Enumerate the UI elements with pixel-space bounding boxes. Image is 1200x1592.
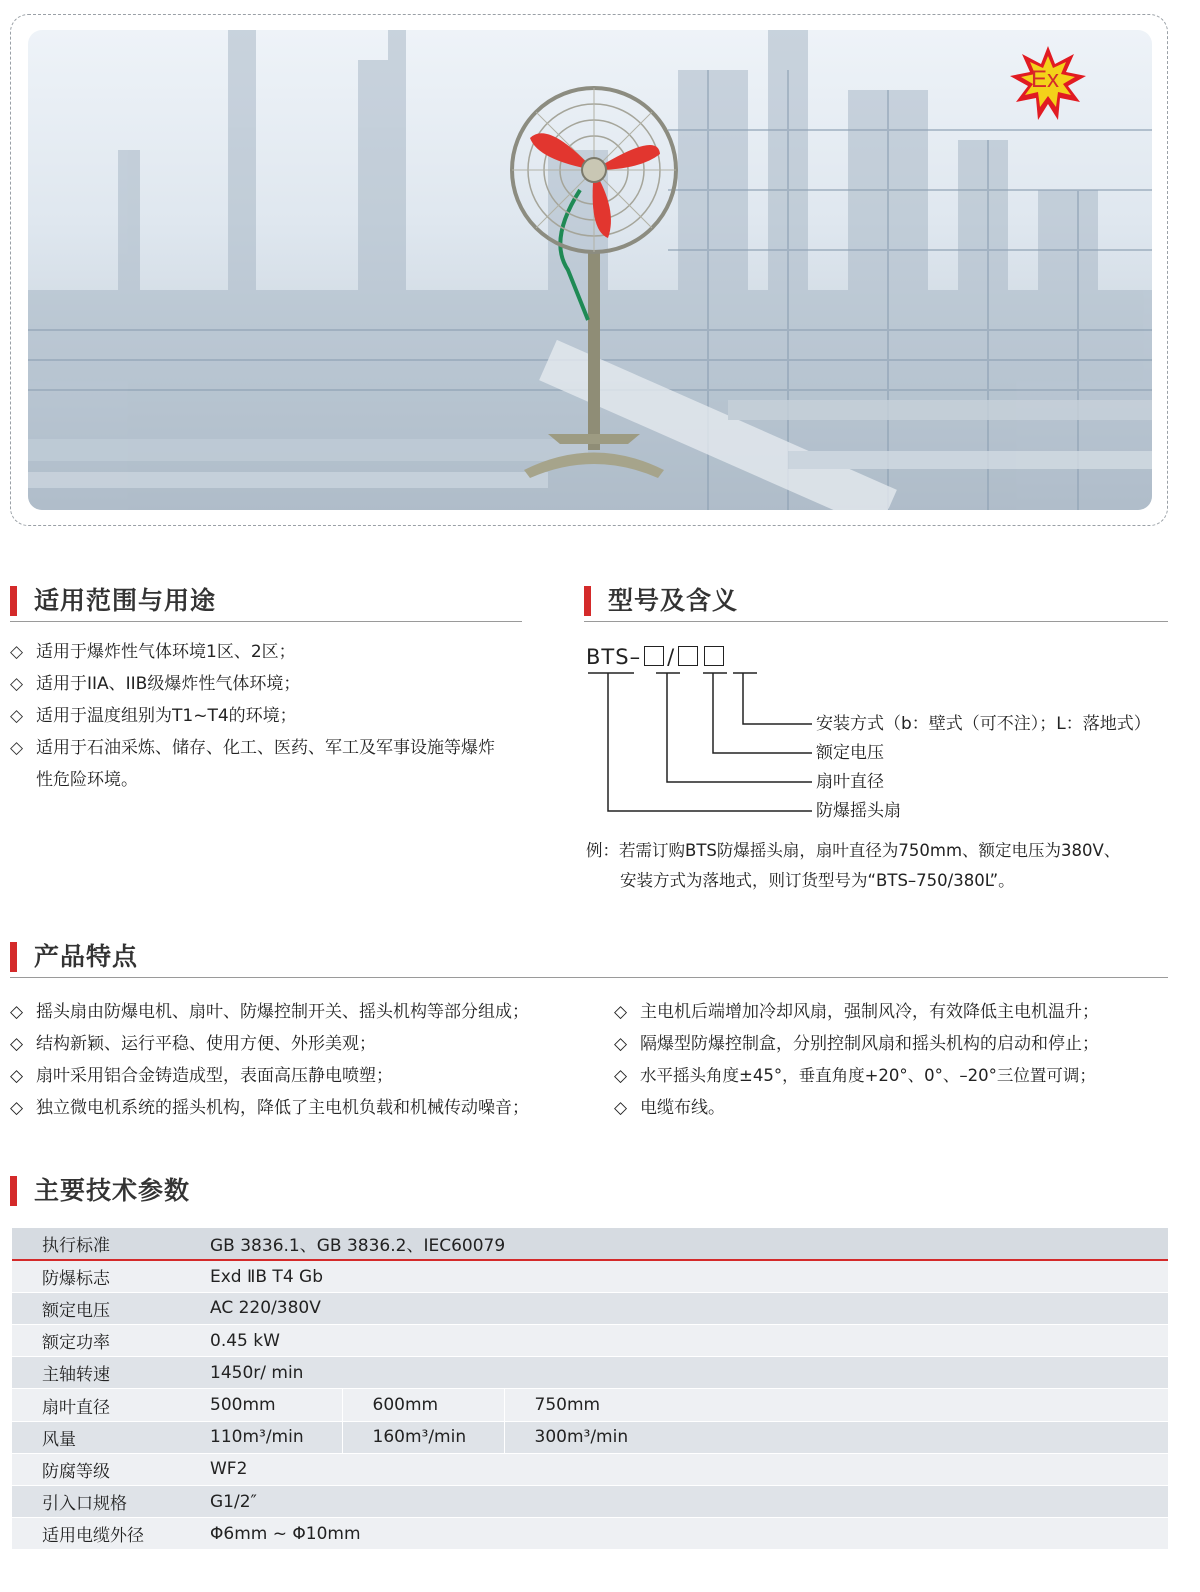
diamond-bullet-icon: ◇ <box>10 706 24 726</box>
diamond-bullet-icon: ◇ <box>614 1034 628 1054</box>
table-row <box>12 1389 1168 1421</box>
spec-key: 额定功率 <box>12 1325 180 1357</box>
section-accent-bar <box>10 942 17 972</box>
spec-key: 适用电缆外径 <box>12 1518 180 1550</box>
diamond-bullet-icon: ◇ <box>614 1098 628 1118</box>
list-item: ◇ 适用于石油采炼、储存、化工、医药、军工及军事设施等爆炸性危险环境。 <box>10 732 522 796</box>
table-row <box>12 1421 1168 1453</box>
model-label-diameter: 扇叶直径 <box>816 772 884 792</box>
list-item: ◇ 摇头扇由防爆电机、扇叶、防爆控制开关、摇头机构等部分组成； <box>10 996 614 1028</box>
list-item: ◇ 扇叶采用铝合金铸造成型，表面高压静电喷塑； <box>10 1060 614 1092</box>
ex-badge-text: Ex <box>1031 66 1060 93</box>
table-row <box>12 1228 1168 1260</box>
spec-value: 300m³/min <box>504 1421 1168 1453</box>
spec-value: G1/2″ <box>180 1486 1168 1518</box>
specs-table <box>12 1228 1168 1550</box>
list-item: ◇ 电缆布线。 <box>614 1092 1174 1124</box>
diamond-bullet-icon: ◇ <box>10 1034 24 1054</box>
list-item: ◇ 隔爆型防爆控制盒，分别控制风扇和摇头机构的启动和停止； <box>614 1028 1174 1060</box>
spec-value: Exd ⅡB T4 Gb <box>180 1260 1168 1292</box>
diamond-bullet-icon: ◇ <box>614 1002 628 1022</box>
spec-value: 750mm <box>504 1389 1168 1421</box>
spec-key: 引入口规格 <box>12 1486 180 1518</box>
section-accent-bar <box>10 1176 17 1206</box>
model-title: 型号及含义 <box>608 586 739 615</box>
table-row <box>12 1518 1168 1550</box>
list-item: ◇ 结构新颖、运行平稳、使用方便、外形美观； <box>10 1028 614 1060</box>
model-label-voltage: 额定电压 <box>816 743 884 763</box>
spec-value: 600mm <box>342 1389 504 1421</box>
spec-key: 防爆标志 <box>12 1260 180 1292</box>
spec-value: AC 220/380V <box>180 1292 1168 1324</box>
list-item: ◇ 主电机后端增加冷却风扇，强制风冷，有效降低主电机温升； <box>614 996 1174 1028</box>
specs-section <box>10 1172 1168 1212</box>
diamond-bullet-icon: ◇ <box>10 1066 24 1086</box>
diamond-bullet-icon: ◇ <box>10 674 24 694</box>
spec-value: 0.45 kW <box>180 1325 1168 1357</box>
spec-value: Φ6mm ~ Φ10mm <box>180 1518 1168 1550</box>
spec-value: 1450r/ min <box>180 1357 1168 1389</box>
diamond-bullet-icon: ◇ <box>10 642 24 662</box>
table-row <box>12 1325 1168 1357</box>
spec-value: 110m³/min <box>180 1421 342 1453</box>
spec-key: 额定电压 <box>12 1292 180 1324</box>
features-lists <box>10 996 1180 1124</box>
list-item: ◇ 适用于IIA、IIB级爆炸性气体环境； <box>10 668 522 700</box>
spec-value: 160m³/min <box>342 1421 504 1453</box>
spec-key: 防腐等级 <box>12 1453 180 1485</box>
features-header <box>10 938 1168 978</box>
table-row <box>12 1292 1168 1324</box>
scope-title: 适用范围与用途 <box>34 586 217 615</box>
spec-key: 主轴转速 <box>12 1357 180 1389</box>
diamond-bullet-icon: ◇ <box>614 1066 628 1086</box>
model-code: BTS– / <box>586 645 727 669</box>
features-section <box>10 938 1168 978</box>
table-row <box>12 1357 1168 1389</box>
list-item: ◇ 适用于温度组别为T1~T4的环境； <box>10 700 522 732</box>
list-item: ◇ 适用于爆炸性气体环境1区、2区； <box>10 636 522 668</box>
model-example: 例：若需订购BTS防爆摇头扇，扇叶直径为750mm、额定电压为380V、 安装方式为落地式，则订货型号为“BTS–750/380L”。 <box>586 841 1121 890</box>
spec-key: 扇叶直径 <box>12 1389 180 1421</box>
features-right-list <box>614 996 1174 1124</box>
list-item: ◇ 独立微电机系统的摇头机构，降低了主电机负载和机械传动噪音； <box>10 1092 614 1124</box>
spec-value: GB 3836.1、GB 3836.2、IEC60079 <box>180 1228 1168 1260</box>
spec-key: 风量 <box>12 1421 180 1453</box>
spec-value: 500mm <box>180 1389 342 1421</box>
features-title: 产品特点 <box>34 942 139 971</box>
spec-value: WF2 <box>180 1453 1168 1485</box>
specs-header <box>10 1172 1168 1212</box>
features-left-list <box>10 996 614 1124</box>
spec-key: 执行标准 <box>12 1228 180 1260</box>
diamond-bullet-icon: ◇ <box>10 1098 24 1118</box>
diamond-bullet-icon: ◇ <box>10 1002 24 1022</box>
table-row <box>12 1453 1168 1485</box>
table-row <box>12 1486 1168 1518</box>
list-item: ◇ 水平摇头角度±45°，垂直角度+20°、0°、–20°三位置可调； <box>614 1060 1174 1092</box>
model-label-install: 安装方式（b：壁式（可不注）；L：落地式） <box>816 714 1151 734</box>
table-row <box>12 1260 1168 1292</box>
model-label-fan: 防爆摇头扇 <box>816 801 901 821</box>
specs-title: 主要技术参数 <box>34 1176 191 1205</box>
diamond-bullet-icon: ◇ <box>10 738 24 758</box>
